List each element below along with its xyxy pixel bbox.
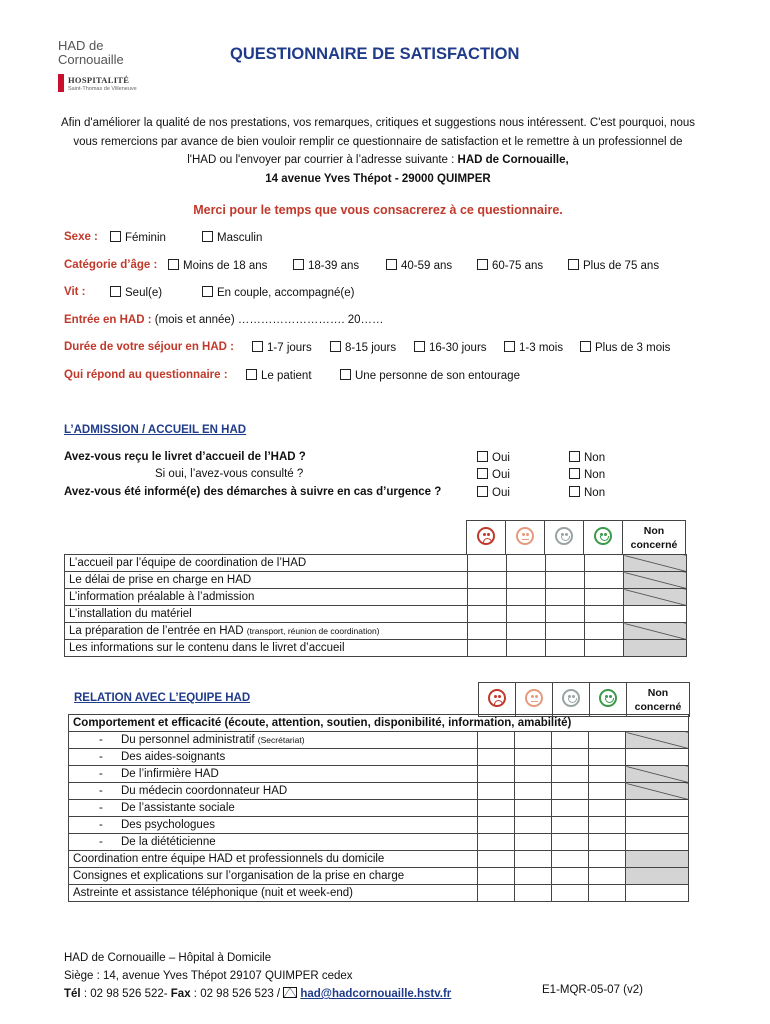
row-label [69,851,478,868]
row-label: - Du médecin coordonnateur HAD [69,783,478,800]
checkbox-icon[interactable] [477,259,488,270]
rating-cell[interactable] [552,749,589,766]
row-text: De la diététicienne [121,836,216,848]
yes-label: Oui [492,487,510,499]
table-row [65,623,687,640]
unsatisfied-face-icon [525,689,543,707]
rating-cell[interactable] [478,732,515,749]
row-label: - De l’assistante sociale [69,800,478,817]
row-label [65,623,468,640]
row-text: Astreinte et assistance téléphonique (nuit et week-end) [73,887,353,899]
rating-cell[interactable] [515,800,552,817]
duree-option-5[interactable] [580,341,670,354]
rating-cell[interactable] [546,640,585,657]
duree-label: Durée de votre séjour en HAD : [64,341,234,353]
option-label: Féminin [125,232,166,244]
table-row [69,783,689,800]
rating-cell[interactable] [546,555,585,572]
row-label [65,555,468,572]
na-header-2: concerné [630,538,678,551]
satisfied-face-icon [555,527,573,545]
q2-no[interactable] [569,468,605,481]
rating-cell[interactable] [515,766,552,783]
sexe-row [64,231,263,244]
na-header-1: Non [647,686,669,699]
rating-cell[interactable] [552,868,589,885]
vit-option-seul[interactable] [110,286,162,299]
na-cell[interactable] [624,589,687,606]
rating-cell[interactable] [585,572,624,589]
footer [64,949,451,1003]
row-text: De l’assistante sociale [121,802,235,814]
table-row [69,885,689,902]
table-row [69,749,689,766]
intro-text: Afin d'améliorer la qualité de nos prestations, vos remarques, critiques et suggestions nous intéressent. C'est pourquoi, nous vous remercions par avance de bien vouloir remplir ce questionnaire de satisfaction et le remettre à un professionnel de l'HAD ou l'envoyer par courrier à l’adresse suivante : [60,117,696,166]
repondant-option-entourage[interactable] [340,369,520,382]
option-label: Plus de 3 mois [595,342,671,354]
age-option-3[interactable] [386,259,452,272]
duree-option-1[interactable] [252,341,312,354]
sexe-option-feminin[interactable] [110,231,166,244]
rating-cell[interactable] [515,885,552,902]
rating-cell[interactable] [585,589,624,606]
not-concerned-header [627,683,690,717]
checkbox-icon[interactable] [293,259,304,270]
rating-cell[interactable] [515,783,552,800]
admission-heading: L’ADMISSION / ACCUEIL EN HAD [64,424,247,436]
option-label: 1-7 jours [267,342,312,354]
rating-cell[interactable] [507,589,546,606]
vit-option-couple[interactable] [202,286,354,299]
checkbox-icon[interactable] [110,231,121,242]
rating-cell[interactable] [585,555,624,572]
rating-cell[interactable] [507,555,546,572]
rating-cell[interactable] [478,800,515,817]
entree-field[interactable]: (mois et année) ………………………. 20…… [154,314,384,326]
table-row [69,800,689,817]
checkbox-icon[interactable] [386,259,397,270]
admission-table [64,554,687,657]
rating-cell[interactable] [478,851,515,868]
document-reference: E1-MQR-05-07 (v2) [542,984,643,996]
rating-cell[interactable] [546,623,585,640]
duree-option-3[interactable] [414,341,487,354]
rating-cell[interactable] [552,732,589,749]
duree-option-2[interactable] [330,341,396,354]
table-row [69,766,689,783]
checkbox-icon[interactable] [340,369,351,380]
row-label [69,868,478,885]
logo-text [58,39,124,67]
na-cell[interactable] [624,606,687,623]
tel-label: Tél [64,988,81,1000]
option-label: Le patient [261,370,312,382]
option-label: En couple, accompagné(e) [217,287,355,299]
row-label: - Des aides-soignants [69,749,478,766]
table-row [65,640,687,657]
rating-cell[interactable] [589,834,626,851]
option-label: 1-3 mois [519,342,564,354]
option-label: 18-39 ans [308,260,360,272]
admission-rating-header [466,520,686,555]
table-row [65,555,687,572]
option-label: 8-15 jours [345,342,397,354]
checkbox-icon[interactable] [569,451,580,462]
na-cell[interactable] [624,640,687,657]
rating-cell[interactable] [589,766,626,783]
rating-cell[interactable] [478,749,515,766]
row-text: L’accueil par l’équipe de coordination de l’HAD [69,557,307,569]
table-row [69,834,689,851]
rating-cell[interactable] [589,783,626,800]
footer-line1: HAD de Cornouaille – Hôpital à Domicile [64,952,272,964]
no-label: Non [584,452,606,464]
table-row [69,817,689,834]
rating-cell[interactable] [552,817,589,834]
option-label: Moins de 18 ans [183,260,268,272]
good-header [553,683,590,717]
checkbox-icon[interactable] [504,341,515,352]
option-label: 16-30 jours [429,342,487,354]
na-header-1: Non [643,524,665,537]
admission-q2: Si oui, l’avez-vous consulté ? [155,468,304,480]
rating-cell[interactable] [552,766,589,783]
duree-row [64,341,671,354]
logo-subtitle: Saint-Thomas de Villeneuve [68,86,137,92]
rating-cell[interactable] [589,885,626,902]
q1-yes[interactable] [477,451,510,464]
rating-cell[interactable] [468,606,507,623]
option-label: 60-75 ans [492,260,544,272]
option-label: 40-59 ans [401,260,453,272]
checkbox-icon[interactable] [202,286,213,297]
rating-cell[interactable] [468,555,507,572]
row-text: Des aides-soignants [121,751,226,763]
very-unsatisfied-face-icon [488,689,506,707]
rating-cell[interactable] [589,868,626,885]
group-text: Comportement et efficacité (écoute, attention, soutien, disponibilité, information, amabilité) [73,717,572,729]
no-label: Non [584,487,606,499]
rating-cell[interactable] [589,749,626,766]
rating-cell[interactable] [507,606,546,623]
yes-label: Oui [492,469,510,481]
rating-cell[interactable] [478,817,515,834]
rating-cell[interactable] [552,834,589,851]
admission-q3: Avez-vous été informé(e) des démarches à suivre en cas d’urgence ? [64,486,442,498]
relation-heading: RELATION AVEC L’EQUIPE HAD [74,692,251,704]
rating-cell[interactable] [585,623,624,640]
entree-label: Entrée en HAD : [64,314,152,326]
rating-cell[interactable] [515,749,552,766]
checkbox-icon[interactable] [569,468,580,479]
bad-header [516,683,553,717]
rating-cell[interactable] [478,868,515,885]
intro-paragraph [58,114,698,188]
na-cell[interactable] [626,885,689,902]
row-text: Le délai de prise en charge en HAD [69,574,252,586]
na-cell[interactable] [626,800,689,817]
checkbox-icon[interactable] [477,468,488,479]
row-text: L’information préalable à l’admission [69,591,255,603]
checkbox-icon[interactable] [110,286,121,297]
table-row [65,589,687,606]
very-unsatisfied-face-icon [477,527,495,545]
na-cell[interactable] [626,834,689,851]
rating-cell[interactable] [589,732,626,749]
table-row [69,715,689,732]
checkbox-icon[interactable] [202,231,213,242]
logo-line1: HAD de [58,38,104,53]
na-cell[interactable] [624,555,687,572]
vit-row [64,286,355,299]
checkbox-icon[interactable] [330,341,341,352]
yes-label: Oui [492,452,510,464]
satisfied-face-icon [562,689,580,707]
rating-cell[interactable] [585,640,624,657]
rating-cell[interactable] [507,572,546,589]
intro-address-1: HAD de Cornouaille, [457,154,569,166]
na-cell[interactable] [626,783,689,800]
checkbox-icon[interactable] [168,259,179,270]
row-text: Du médecin coordonnateur HAD [121,785,288,797]
checkbox-icon[interactable] [246,369,257,380]
unsatisfied-face-icon [516,527,534,545]
very-bad-header [479,683,516,717]
relation-rating-header [478,682,690,717]
row-text: Coordination entre équipe HAD et professionnels du domicile [73,853,385,865]
na-cell[interactable] [626,732,689,749]
age-option-5[interactable] [568,259,659,272]
email-link[interactable]: had@hadcornouaille.hstv.fr [300,988,452,1000]
very-satisfied-face-icon [599,689,617,707]
table-row [69,851,689,868]
rating-cell[interactable] [552,885,589,902]
row-label: - Des psychologues [69,817,478,834]
row-label [65,606,468,623]
rating-cell[interactable] [589,800,626,817]
rating-cell[interactable] [478,766,515,783]
intro-address-2: 14 avenue Yves Thépot - 29000 QUIMPER [265,172,491,185]
row-text: Du personnel administratif [121,734,258,746]
checkbox-icon[interactable] [568,259,579,270]
rating-cell[interactable] [468,572,507,589]
row-text: L’installation du matériel [69,608,192,620]
na-cell[interactable] [624,623,687,640]
vit-label: Vit : [64,286,86,298]
row-note: (Secrétariat) [257,735,305,745]
rating-cell[interactable] [552,851,589,868]
envelope-icon [283,987,297,998]
rating-cell[interactable] [468,623,507,640]
repondant-option-patient[interactable] [246,369,312,382]
rating-cell[interactable] [478,783,515,800]
na-cell[interactable] [626,817,689,834]
rating-cell[interactable] [552,783,589,800]
table-row [65,572,687,589]
fax-value: : 02 98 526 523 / [190,988,284,1000]
q2-yes[interactable] [477,468,510,481]
row-text: Les informations sur le contenu dans le livret d’accueil [69,642,345,654]
rating-cell[interactable] [515,868,552,885]
age-option-1[interactable] [168,259,267,272]
row-text: La préparation de l’entrée en HAD [69,625,247,637]
row-text: Consignes et explications sur l’organisation de la prise en charge [73,870,405,882]
sexe-label: Sexe : [64,231,98,243]
row-label [69,885,478,902]
rating-cell[interactable] [515,851,552,868]
relation-table [68,714,689,902]
tel-value: : 02 98 526 522- [80,988,171,1000]
row-label [65,640,468,657]
logo-brand: HOSPITALITÉ [68,75,130,85]
page-title: QUESTIONNAIRE DE SATISFACTION [230,45,520,63]
option-label: Plus de 75 ans [583,260,660,272]
rating-cell[interactable] [468,589,507,606]
sexe-option-masculin[interactable] [202,231,262,244]
entree-row [64,314,384,326]
very-bad-header [467,521,506,555]
option-label: Seul(e) [125,287,163,299]
row-label [65,572,468,589]
age-option-2[interactable] [293,259,359,272]
rating-cell[interactable] [546,606,585,623]
table-row [69,868,689,885]
very-satisfied-face-icon [594,527,612,545]
group-header [69,715,689,732]
q3-no[interactable] [569,486,605,499]
na-header-2: concerné [634,700,682,713]
na-cell[interactable] [626,766,689,783]
not-concerned-header [623,521,686,555]
checkbox-icon[interactable] [414,341,425,352]
checkbox-icon[interactable] [569,486,580,497]
checkbox-icon[interactable] [477,451,488,462]
thanks-message: Merci pour le temps que vous consacrerez à ce questionnaire. [193,203,563,217]
rating-cell[interactable] [546,572,585,589]
rating-cell[interactable] [515,817,552,834]
rating-cell[interactable] [585,606,624,623]
option-label: Masculin [217,232,263,244]
rating-cell[interactable] [507,623,546,640]
fax-label: Fax [170,988,191,1000]
row-label: - De l’infirmière HAD [69,766,478,783]
rating-cell[interactable] [515,732,552,749]
option-label: Une personne de son entourage [355,370,520,382]
admission-q1: Avez-vous reçu le livret d’accueil de l’HAD ? [64,451,306,463]
na-cell[interactable] [624,572,687,589]
na-cell[interactable] [626,868,689,885]
rating-cell[interactable] [507,640,546,657]
row-label [65,589,468,606]
duree-option-4[interactable] [504,341,563,354]
good-header [545,521,584,555]
rating-cell[interactable] [552,800,589,817]
logo-line2: Cornouaille [58,52,124,67]
rating-cell[interactable] [515,834,552,851]
table-row [69,732,689,749]
row-text: De l’infirmière HAD [121,768,219,780]
age-label: Catégorie d’âge : [64,259,158,271]
rating-cell[interactable] [589,817,626,834]
na-cell[interactable] [626,749,689,766]
table-row [65,606,687,623]
checkbox-icon[interactable] [580,341,591,352]
very-good-header [590,683,627,717]
row-note: (transport, réunion de coordination) [246,626,380,636]
checkbox-icon[interactable] [477,486,488,497]
footer-line2: Siège : 14, avenue Yves Thépot 29107 QUIMPER cedex [64,970,353,982]
rating-cell[interactable] [468,640,507,657]
checkbox-icon[interactable] [252,341,263,352]
na-cell[interactable] [626,851,689,868]
q3-yes[interactable] [477,486,510,499]
row-label: - De la diététicienne [69,834,478,851]
age-option-4[interactable] [477,259,543,272]
bad-header [506,521,545,555]
footer-contact [64,985,451,1003]
rating-cell[interactable] [478,834,515,851]
no-label: Non [584,469,606,481]
rating-cell[interactable] [478,885,515,902]
q1-no[interactable] [569,451,605,464]
repondant-row [64,369,520,382]
row-text: Des psychologues [121,819,215,831]
very-good-header [584,521,623,555]
logo-mark [58,74,64,92]
rating-cell[interactable] [589,851,626,868]
rating-cell[interactable] [546,589,585,606]
repondant-label: Qui répond au questionnaire : [64,369,228,381]
row-label: - Du personnel administratif (Secrétariat) [69,732,478,749]
age-row [64,259,660,272]
